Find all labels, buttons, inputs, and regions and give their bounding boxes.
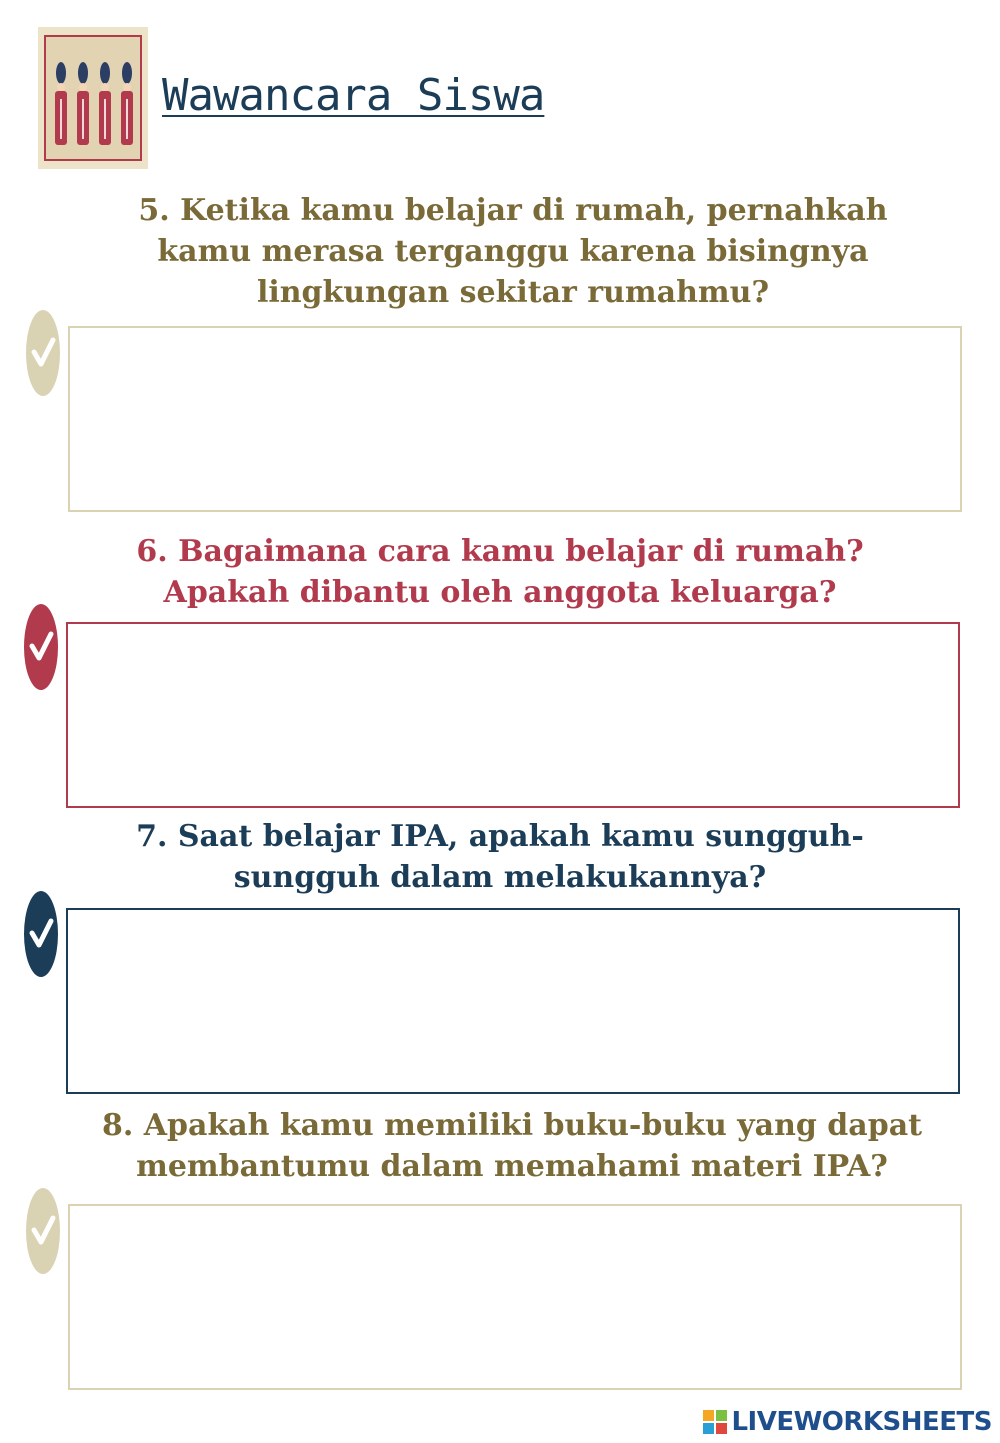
page-title: Wawancara Siswa bbox=[162, 70, 545, 121]
liveworksheets-brand[interactable] bbox=[703, 1405, 992, 1439]
check-icon bbox=[24, 891, 58, 977]
check-icon bbox=[26, 310, 60, 396]
question-8: 8. Apakah kamu memiliki buku-buku yang dapat membantumu dalam memahami materi IPA? bbox=[101, 1108, 922, 1184]
stamp-icon bbox=[38, 27, 148, 169]
toy-soldiers-illustration bbox=[46, 37, 140, 159]
question-7: 7. Saat belajar IPA, apakah kamu sungguh-sungguh dalam melakukannya? bbox=[136, 819, 864, 895]
answer-box-6[interactable] bbox=[66, 622, 960, 808]
question-5: 5. Ketika kamu belajar di rumah, pernahkah kamu merasa terganggu karena bisingnya lingkungan sekitar rumahmu? bbox=[138, 193, 888, 310]
check-icon bbox=[26, 1188, 60, 1274]
answer-box-5[interactable] bbox=[68, 326, 962, 512]
answer-box-7[interactable] bbox=[66, 908, 960, 1094]
brand-text: LIVEWORKSHEETS bbox=[731, 1407, 992, 1437]
answer-box-8[interactable] bbox=[68, 1204, 962, 1390]
question-6: 6. Bagaimana cara kamu belajar di rumah? Apakah dibantu oleh anggota keluarga? bbox=[136, 534, 864, 610]
check-icon bbox=[24, 604, 58, 690]
liveworksheets-logo-icon bbox=[703, 1410, 727, 1434]
